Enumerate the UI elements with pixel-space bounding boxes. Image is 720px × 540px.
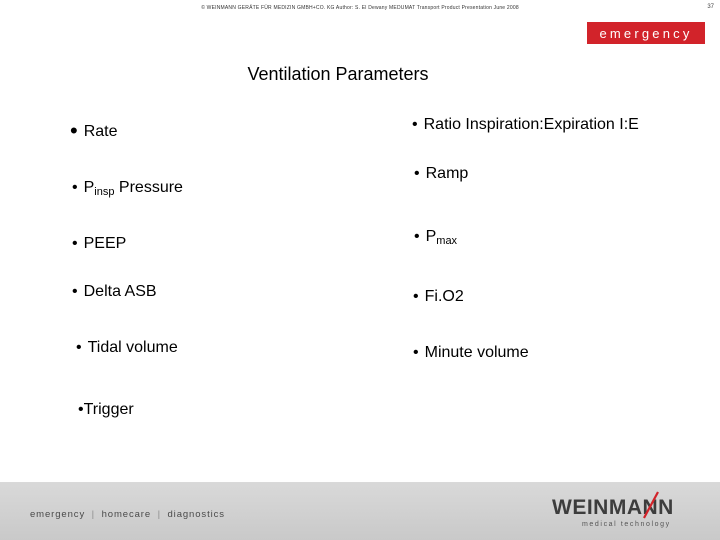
bullet-main: P (83, 179, 95, 196)
tagline-homecare: homecare (101, 509, 152, 520)
tagline-diagnostics: diagnostics (167, 509, 225, 520)
bullet-dot: • (413, 288, 419, 305)
logo-wordmark: WEINMANN (552, 496, 674, 519)
bullet-text: Minute volume (424, 344, 529, 361)
logo-tagline: medical technology (582, 521, 671, 528)
bullet-peep (72, 235, 126, 253)
bullet-ratio-ie (412, 116, 639, 134)
bullet-dot: • (414, 228, 420, 245)
bullet-pinsp-pressure (72, 179, 183, 197)
bullet-text: Ramp (425, 165, 469, 182)
bullet-text: Tidal volume (87, 339, 178, 356)
bullet-delta-asb (72, 283, 157, 301)
tagline-emergency: emergency (30, 509, 86, 520)
bullet-text: Delta ASB (83, 283, 157, 300)
bullet-dot: • (76, 339, 82, 356)
footer-tagline (30, 509, 225, 520)
bullet-text: Trigger (83, 401, 134, 418)
bullet-rate (70, 118, 118, 144)
bullet-text: PEEP (83, 235, 127, 252)
bullet-main: P (425, 228, 437, 245)
bullet-dot: • (72, 235, 78, 252)
bullet-dot: • (72, 179, 78, 196)
bullet-rest: Pressure (114, 179, 183, 196)
page-number: 37 (707, 4, 714, 10)
bullet-dot: • (412, 116, 418, 133)
bullet-dot: • (414, 165, 420, 182)
logo-swoosh-icon (552, 490, 692, 520)
bullet-ramp (414, 165, 468, 183)
copyright-header: © WEINMANN GERÄTE FÜR MEDIZIN GMBH+CO. KG Author: S. El Dewany MEDUMAT Transport Product Presentation June 2008 (201, 5, 519, 11)
tagline-separator: | (157, 509, 161, 520)
bullet-text: Rate (83, 123, 118, 140)
tagline-separator: | (91, 509, 96, 520)
bullet-subscript: insp (94, 186, 115, 198)
bullet-dot: • (72, 283, 78, 300)
bullet-minute-volume (413, 344, 529, 362)
bullet-tidal-volume (76, 339, 178, 357)
weinmann-logo (552, 490, 692, 534)
bullet-dot: • (78, 401, 84, 418)
bullet-trigger (78, 401, 134, 419)
bullet-subscript: max (436, 235, 458, 247)
bullet-dot: • (70, 118, 78, 143)
slide-title: Ventilation Parameters (247, 64, 429, 84)
bullet-text: Fi.O2 (424, 288, 464, 305)
bullet-text: Ratio Inspiration:Expiration I:E (423, 116, 639, 133)
bullet-pmax (414, 228, 457, 246)
emergency-badge: emergency (587, 22, 705, 44)
bullet-dot: • (413, 344, 419, 361)
bullet-fio2 (413, 288, 464, 306)
footer-bar (0, 482, 720, 540)
